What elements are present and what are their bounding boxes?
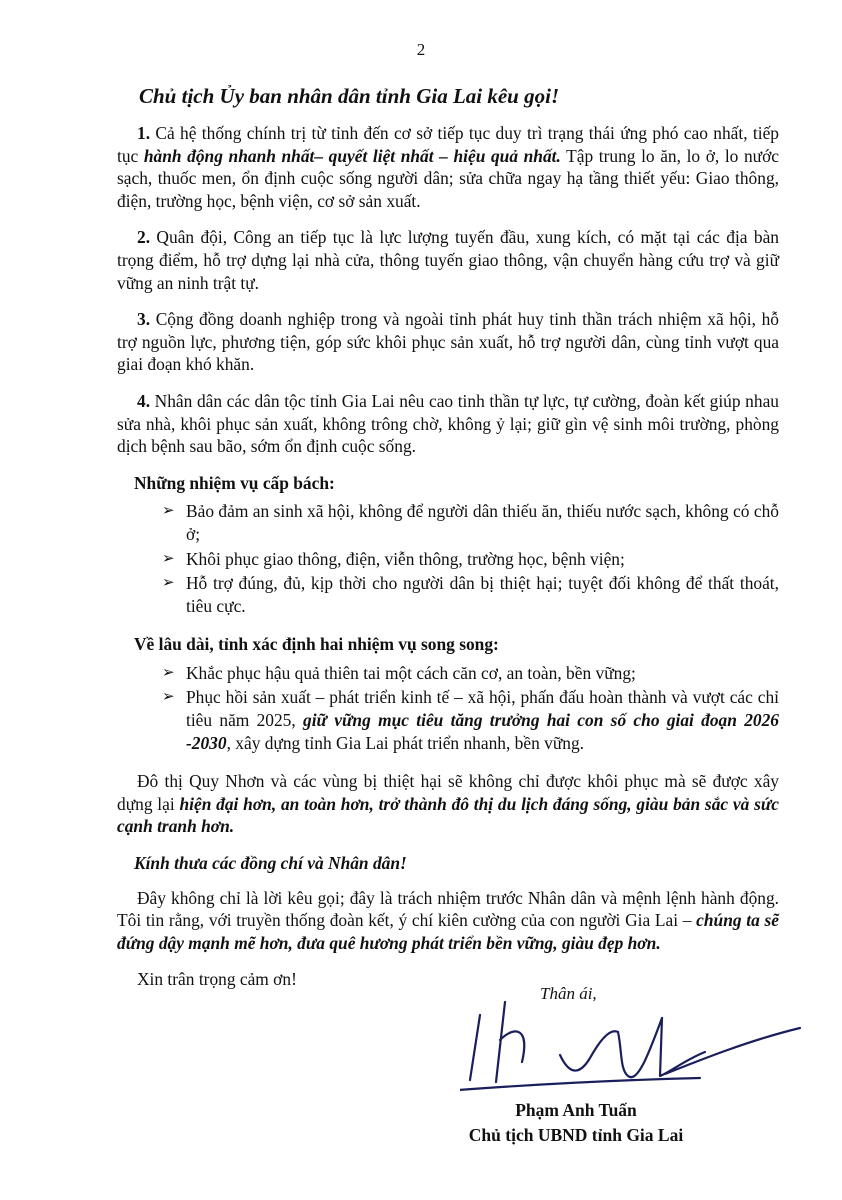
arrow-bullet-icon: ➢ (162, 503, 175, 520)
quynhon-paragraph: Đô thị Quy Nhơn và các vùng bị thiệt hại sẽ không chỉ được khôi phục mà sẽ được xây dựng lại hiện đại hơn, an toàn hơn, trở thành đô thị du lịch đáng sống, giàu bản sắc và sức cạnh tranh hơn. (117, 771, 779, 837)
signer-block (446, 1098, 706, 1148)
list-item: ➢ Khôi phục giao thông, điện, viễn thông, trường học, bệnh viện; (162, 548, 625, 569)
urgent-tasks-list (117, 500, 779, 617)
item-2-text: Quân đội, Công an tiếp tục là lực lượng tuyến đầu, xung kích, có mặt tại các địa bàn trọng điểm, hỗ trợ dựng lại nhà cửa, thông tuyến giao thông, vận chuyển hàng cứu trợ và giữ vững an ninh trật tự. (117, 227, 779, 293)
item-2-number: 2. (137, 227, 151, 248)
page-number: 2 (416, 40, 426, 59)
item-4 (117, 390, 779, 458)
item-3 (117, 308, 779, 376)
item-1-emphasis: hành động nhanh nhất– quyết liệt nhất – hiệu quả nhất. (143, 145, 561, 166)
final-paragraph: Đây không chỉ là lời kêu gọi; đây là trách nhiệm trước Nhân dân và mệnh lệnh hành động. Tôi tin rằng, với truyền thống đoàn kết, ý chí kiên cường của con người Gia Lai – chúng ta sẽ đứng dậy mạnh mẽ hơn, đưa quê hương phát triển bền vững, giàu đẹp hơn. (117, 887, 779, 953)
item-2 (117, 226, 779, 294)
thanks-line: Xin trân trọng cảm ơn! (137, 969, 297, 990)
handwritten-signature (460, 980, 820, 1100)
letter-body (117, 122, 779, 1005)
item-3-text: Cộng đồng doanh nghiệp trong và ngoài tỉnh phát huy tinh thần trách nhiệm xã hội, hỗ trợ nguồn lực, phương tiện, góp sức khôi phục sản xuất, hỗ trợ người dân, cùng tỉnh vượt qua giai đoạn khó khăn. (117, 309, 779, 375)
item-1-number: 1. (137, 123, 151, 143)
longterm-emphasis: giữ vững mục tiêu tăng trưởng hai con số cho giai đoạn 2026 -2030 (186, 710, 779, 753)
final-emphasis: chúng ta sẽ đứng dậy mạnh mẽ hơn, đưa quê hương phát triển bền vững, giàu đẹp hơn. (117, 910, 779, 953)
quynhon-emphasis: hiện đại hơn, an toàn hơn, trở thành đô thị du lịch đáng sống, giàu bản sắc và sức cạnh tranh hơn. (117, 793, 779, 837)
list-item: ➢ Hỗ trợ đúng, đủ, kịp thời cho người dân bị thiệt hại; tuyệt đối không để thất thoát, tiêu cực. (162, 573, 779, 616)
item-1-text-end: Tập trung lo ăn, lo ở, lo nước sạch, thuốc men, ổn định cuộc sống người dân; sửa chữa ngay hạ tầng thiết yếu: Giao thông, điện, trường học, bệnh viện, cơ sở sản xuất. (117, 145, 780, 211)
item-4-text: Nhân dân các dân tộc tỉnh Gia Lai nêu cao tinh thần tự lực, tự cường, đoàn kết giúp nhau sửa nhà, khôi phục sản xuất, không trông chờ, không ỷ lại; giữ gìn vệ sinh môi trường, phòng dịch bệnh sau bão, sớm ổn định cuộc sống. (117, 390, 779, 457)
address-line: Kính thưa các đồng chí và Nhân dân! (134, 853, 407, 874)
page-heading: Chủ tịch Ủy ban nhân dân tỉnh Gia Lai kêu gọi! (139, 84, 560, 108)
item-3-number: 3. (137, 309, 151, 330)
arrow-bullet-icon: ➢ (162, 550, 175, 567)
item-1 (117, 122, 779, 212)
arrow-bullet-icon: ➢ (162, 664, 175, 681)
arrow-bullet-icon: ➢ (162, 575, 175, 592)
list-item: ➢ Khắc phục hậu quả thiên tai một cách căn cơ, an toàn, bền vững; (162, 662, 636, 683)
urgent-tasks-title: Những nhiệm vụ cấp bách: (134, 472, 335, 493)
list-item: ➢ Bảo đảm an sinh xã hội, không để người dân thiếu ăn, thiếu nước sạch, không có chỗ ở; (162, 501, 779, 544)
arrow-bullet-icon: ➢ (162, 689, 175, 706)
longterm-tasks-title: Về lâu dài, tỉnh xác định hai nhiệm vụ song song: (134, 634, 499, 655)
signer-title: Chủ tịch UBND tỉnh Gia Lai (468, 1125, 684, 1145)
longterm-tasks-list (117, 662, 779, 754)
item-4-number: 4. (137, 390, 151, 411)
signer-name: Phạm Anh Tuấn (515, 1100, 637, 1120)
closing-salutation: Thân ái, (540, 984, 597, 1003)
list-item: ➢ Phục hồi sản xuất – phát triển kinh tế – xã hội, phấn đấu hoàn thành và vượt các chỉ tiêu năm 2025, giữ vững mục tiêu tăng trưởng hai con số cho giai đoạn 2026 -2030, xây dựng tỉnh Gia Lai phát triển nhanh, bền vững. (162, 687, 779, 753)
item-1-text: Cả hệ thống chính trị từ tỉnh đến cơ sở tiếp tục duy trì trạng thái ứng phó cao nhất, tiếp tục (117, 123, 779, 166)
